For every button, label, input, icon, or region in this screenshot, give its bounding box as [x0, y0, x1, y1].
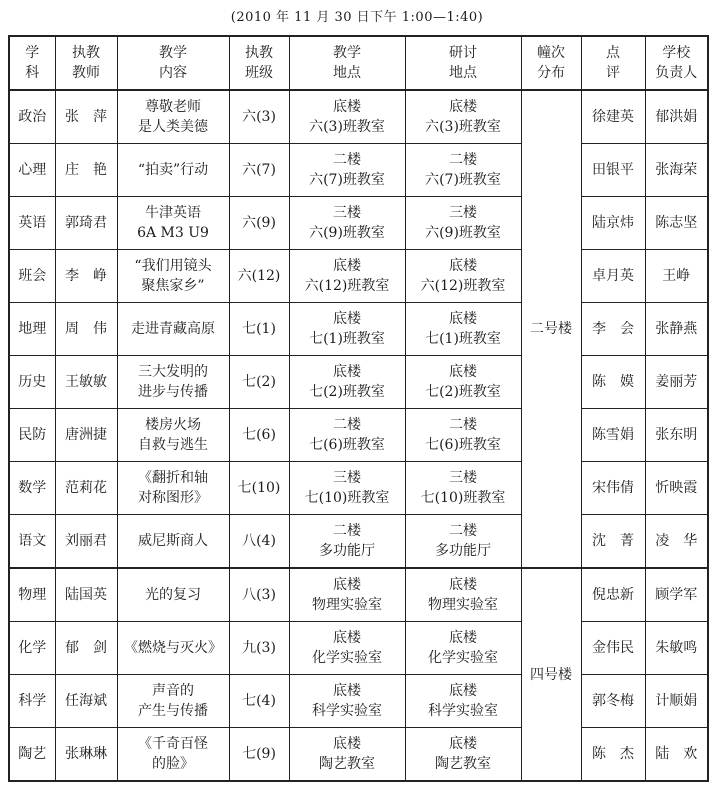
schedule-table	[8, 35, 709, 782]
table-row	[9, 515, 708, 569]
table-row	[9, 462, 708, 515]
cell-subject: 民防	[9, 409, 55, 462]
schedule-caption: (2010 年 11 月 30 日下午 1:00—1:40)	[230, 10, 484, 25]
cell-teacher: 庄 艳	[55, 144, 117, 197]
header-content: 教学 内容	[117, 36, 229, 90]
cell-discuss: 底楼 化学实验室	[405, 622, 521, 675]
cell-place: 底楼 陶艺教室	[289, 728, 405, 782]
cell-place: 三楼 七(10)班教室	[289, 462, 405, 515]
cell-head: 凌 华	[645, 515, 708, 569]
cell-teacher: 张 萍	[55, 90, 117, 144]
cell-head: 忻映霞	[645, 462, 708, 515]
cell-head: 计顺娟	[645, 675, 708, 728]
cell-class: 七(1)	[229, 303, 289, 356]
cell-content: 三大发明的 进步与传播	[117, 356, 229, 409]
cell-teacher: 陆国英	[55, 568, 117, 622]
table-row	[9, 144, 708, 197]
cell-head: 姜丽芳	[645, 356, 708, 409]
cell-head: 张海荣	[645, 144, 708, 197]
cell-subject: 政治	[9, 90, 55, 144]
cell-subject: 陶艺	[9, 728, 55, 782]
cell-place: 底楼 七(2)班教室	[289, 356, 405, 409]
header-reviewer: 点 评	[581, 36, 645, 90]
cell-subject: 科学	[9, 675, 55, 728]
table-row	[9, 675, 708, 728]
cell-reviewer: 郭冬梅	[581, 675, 645, 728]
table-row	[9, 197, 708, 250]
table-row	[9, 568, 708, 622]
cell-class: 八(3)	[229, 568, 289, 622]
cell-reviewer: 李 会	[581, 303, 645, 356]
cell-class: 七(10)	[229, 462, 289, 515]
cell-teacher: 唐洲捷	[55, 409, 117, 462]
cell-head: 顾学军	[645, 568, 708, 622]
cell-class: 六(7)	[229, 144, 289, 197]
cell-teacher: 王敏敏	[55, 356, 117, 409]
cell-subject: 心理	[9, 144, 55, 197]
cell-place: 底楼 六(12)班教室	[289, 250, 405, 303]
table-row	[9, 409, 708, 462]
cell-content: 牛津英语 6A M3 U9	[117, 197, 229, 250]
cell-reviewer: 卓月英	[581, 250, 645, 303]
cell-teacher: 郁 剑	[55, 622, 117, 675]
cell-head: 朱敏鸣	[645, 622, 708, 675]
cell-reviewer: 田银平	[581, 144, 645, 197]
header-subject: 学 科	[9, 36, 55, 90]
cell-head: 陈志坚	[645, 197, 708, 250]
header-class: 执教 班级	[229, 36, 289, 90]
cell-class: 九(3)	[229, 622, 289, 675]
cell-discuss: 三楼 六(9)班教室	[405, 197, 521, 250]
cell-reviewer: 金伟民	[581, 622, 645, 675]
cell-head: 张东明	[645, 409, 708, 462]
cell-reviewer: 倪忠新	[581, 568, 645, 622]
cell-content: “我们用镜头 聚焦家乡”	[117, 250, 229, 303]
cell-content: 《燃烧与灭火》	[117, 622, 229, 675]
header-discuss: 研讨 地点	[405, 36, 521, 90]
cell-subject: 英语	[9, 197, 55, 250]
cell-teacher: 范莉花	[55, 462, 117, 515]
cell-reviewer: 陈 嫫	[581, 356, 645, 409]
cell-head: 郁洪娟	[645, 90, 708, 144]
cell-teacher: 任海斌	[55, 675, 117, 728]
cell-reviewer: 宋伟倩	[581, 462, 645, 515]
cell-discuss: 二楼 七(6)班教室	[405, 409, 521, 462]
cell-place: 底楼 六(3)班教室	[289, 90, 405, 144]
cell-discuss: 底楼 七(2)班教室	[405, 356, 521, 409]
cell-content: 光的复习	[117, 568, 229, 622]
cell-discuss: 三楼 七(10)班教室	[405, 462, 521, 515]
cell-place: 三楼 六(9)班教室	[289, 197, 405, 250]
cell-content: 楼房火场 自救与逃生	[117, 409, 229, 462]
cell-discuss: 底楼 物理实验室	[405, 568, 521, 622]
cell-reviewer: 陈 杰	[581, 728, 645, 782]
cell-subject: 化学	[9, 622, 55, 675]
cell-discuss: 二楼 多功能厅	[405, 515, 521, 569]
cell-content: 《翻折和轴 对称图形》	[117, 462, 229, 515]
header-teacher: 执教 教师	[55, 36, 117, 90]
cell-place: 底楼 科学实验室	[289, 675, 405, 728]
cell-building-2: 二号楼	[521, 90, 581, 568]
cell-teacher: 刘丽君	[55, 515, 117, 569]
cell-class: 七(6)	[229, 409, 289, 462]
cell-head: 陆 欢	[645, 728, 708, 782]
cell-subject: 物理	[9, 568, 55, 622]
table-row	[9, 356, 708, 409]
cell-class: 七(9)	[229, 728, 289, 782]
cell-subject: 数学	[9, 462, 55, 515]
cell-teacher: 郭琦君	[55, 197, 117, 250]
header-head: 学校 负责人	[645, 36, 708, 90]
cell-content: 声音的 产生与传播	[117, 675, 229, 728]
cell-class: 八(4)	[229, 515, 289, 569]
cell-reviewer: 陆京炜	[581, 197, 645, 250]
cell-discuss: 底楼 陶艺教室	[405, 728, 521, 782]
cell-subject: 语文	[9, 515, 55, 569]
cell-place: 二楼 七(6)班教室	[289, 409, 405, 462]
cell-class: 六(9)	[229, 197, 289, 250]
cell-class: 六(3)	[229, 90, 289, 144]
cell-content: 走进青藏高原	[117, 303, 229, 356]
cell-content: 《千奇百怪 的脸》	[117, 728, 229, 782]
table-row	[9, 90, 708, 144]
table-row	[9, 728, 708, 782]
header-building: 幢次 分布	[521, 36, 581, 90]
cell-subject: 地理	[9, 303, 55, 356]
cell-content: 威尼斯商人	[117, 515, 229, 569]
cell-subject: 班会	[9, 250, 55, 303]
header-row	[9, 36, 708, 90]
cell-head: 张静燕	[645, 303, 708, 356]
cell-place: 底楼 物理实验室	[289, 568, 405, 622]
table-row	[9, 250, 708, 303]
header-place: 教学 地点	[289, 36, 405, 90]
cell-discuss: 底楼 六(12)班教室	[405, 250, 521, 303]
cell-discuss: 底楼 科学实验室	[405, 675, 521, 728]
table-row	[9, 303, 708, 356]
cell-teacher: 周 伟	[55, 303, 117, 356]
cell-head: 王峥	[645, 250, 708, 303]
cell-reviewer: 陈雪娟	[581, 409, 645, 462]
cell-content: “拍卖”行动	[117, 144, 229, 197]
cell-reviewer: 徐建英	[581, 90, 645, 144]
cell-place: 底楼 七(1)班教室	[289, 303, 405, 356]
cell-building-4: 四号楼	[521, 568, 581, 781]
cell-class: 六(12)	[229, 250, 289, 303]
cell-place: 底楼 化学实验室	[289, 622, 405, 675]
cell-class: 七(2)	[229, 356, 289, 409]
cell-class: 七(4)	[229, 675, 289, 728]
cell-discuss: 二楼 六(7)班教室	[405, 144, 521, 197]
cell-subject: 历史	[9, 356, 55, 409]
cell-teacher: 张琳琳	[55, 728, 117, 782]
cell-discuss: 底楼 六(3)班教室	[405, 90, 521, 144]
cell-teacher: 李 峥	[55, 250, 117, 303]
cell-content: 尊敬老师 是人类美德	[117, 90, 229, 144]
cell-place: 二楼 多功能厅	[289, 515, 405, 569]
cell-place: 二楼 六(7)班教室	[289, 144, 405, 197]
cell-discuss: 底楼 七(1)班教室	[405, 303, 521, 356]
cell-reviewer: 沈 菁	[581, 515, 645, 569]
table-row	[9, 622, 708, 675]
